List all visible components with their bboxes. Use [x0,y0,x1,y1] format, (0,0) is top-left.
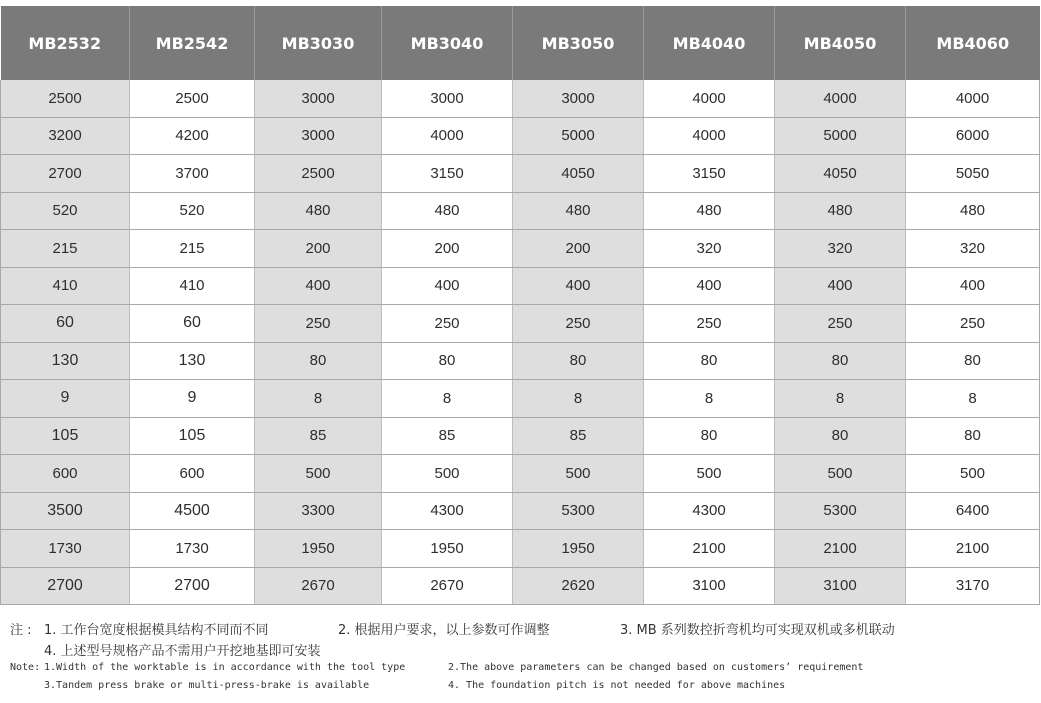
table-cell: 2100 [906,530,1040,568]
table-cell: 2700 [1,155,130,193]
column-header-mb2532: MB2532 [1,6,130,80]
table-cell: 200 [382,230,513,268]
table-cell: 1950 [255,530,382,568]
table-cell: 3000 [255,117,382,155]
table-cell: 400 [644,267,775,305]
table-cell: 400 [906,267,1040,305]
table-cell: 5300 [775,492,906,530]
table-cell: 500 [906,455,1040,493]
table-cell: 80 [513,342,644,380]
table-cell: 4200 [130,117,255,155]
table-cell: 1950 [513,530,644,568]
note-en-prefix: Note: [10,662,41,673]
table-cell: 480 [775,192,906,230]
table-cell: 600 [1,455,130,493]
table-cell: 130 [130,342,255,380]
table-cell: 80 [775,342,906,380]
table-row [1,492,1040,530]
table-cell: 6000 [906,117,1040,155]
table-cell: 250 [513,305,644,343]
table-cell: 3000 [513,80,644,117]
table-cell: 4300 [644,492,775,530]
table-cell: 480 [255,192,382,230]
table-cell: 520 [1,192,130,230]
table-cell: 4000 [382,117,513,155]
table-cell: 2100 [775,530,906,568]
table-body [1,80,1040,605]
table-cell: 3000 [382,80,513,117]
table-cell: 60 [130,305,255,343]
table-cell: 500 [382,455,513,493]
spec-table [0,6,1040,605]
table-cell: 4000 [644,117,775,155]
table-cell: 4050 [513,155,644,193]
table-cell: 2670 [382,567,513,605]
table-cell: 80 [906,342,1040,380]
table-cell: 85 [382,417,513,455]
table-row [1,380,1040,418]
column-header-mb3050: MB3050 [513,6,644,80]
table-cell: 400 [775,267,906,305]
note-en-2: 2.The above parameters can be changed based on customers’ requirement [448,662,864,673]
table-cell: 8 [644,380,775,418]
table-cell: 3150 [382,155,513,193]
table-cell: 2100 [644,530,775,568]
column-header-mb3030: MB3030 [255,6,382,80]
table-row [1,267,1040,305]
table-cell: 500 [644,455,775,493]
table-cell: 2500 [130,80,255,117]
table-cell: 250 [644,305,775,343]
table-cell: 480 [644,192,775,230]
table-row [1,192,1040,230]
table-cell: 4000 [644,80,775,117]
header-row [1,6,1040,80]
table-row [1,342,1040,380]
table-cell: 105 [130,417,255,455]
table-cell: 130 [1,342,130,380]
note-en-4: 4. The foundation pitch is not needed for above machines [448,680,786,691]
table-cell: 8 [906,380,1040,418]
table-cell: 9 [1,380,130,418]
table-cell: 3100 [644,567,775,605]
table-cell: 480 [513,192,644,230]
table-cell: 480 [906,192,1040,230]
table-cell: 3700 [130,155,255,193]
table-cell: 200 [513,230,644,268]
table-cell: 4000 [906,80,1040,117]
column-header-mb4050: MB4050 [775,6,906,80]
table-cell: 250 [906,305,1040,343]
table-cell: 400 [255,267,382,305]
table-cell: 215 [130,230,255,268]
note-en-1: 1.Width of the worktable is in accordance with the tool type [44,662,406,673]
table-cell: 4050 [775,155,906,193]
table-cell: 1730 [1,530,130,568]
table-cell: 105 [1,417,130,455]
table-cell: 2500 [1,80,130,117]
table-cell: 500 [513,455,644,493]
note-zh-2: 2. 根据用户要求，以上参数可作调整 [338,623,550,638]
table-cell: 85 [513,417,644,455]
table-cell: 215 [1,230,130,268]
table-cell: 8 [513,380,644,418]
table-cell: 320 [775,230,906,268]
table-cell: 3000 [255,80,382,117]
table-cell: 4500 [130,492,255,530]
column-header-mb3040: MB3040 [382,6,513,80]
table-cell: 5000 [513,117,644,155]
table-cell: 3200 [1,117,130,155]
table-cell: 400 [382,267,513,305]
table-cell: 200 [255,230,382,268]
note-zh-prefix: 注 : [10,623,32,638]
table-cell: 500 [775,455,906,493]
table-cell: 2620 [513,567,644,605]
table-cell: 80 [644,417,775,455]
table-cell: 480 [382,192,513,230]
table-cell: 3300 [255,492,382,530]
table-cell: 410 [130,267,255,305]
table-cell: 2700 [1,567,130,605]
table-header [1,6,1040,80]
table-cell: 4000 [775,80,906,117]
table-cell: 5000 [775,117,906,155]
table-cell: 85 [255,417,382,455]
table-cell: 80 [906,417,1040,455]
table-cell: 2500 [255,155,382,193]
table-row [1,230,1040,268]
table-cell: 250 [775,305,906,343]
table-cell: 3170 [906,567,1040,605]
table-cell: 410 [1,267,130,305]
note-zh-3: 3. MB 系列数控折弯机均可实现双机或多机联动 [620,623,895,638]
table-cell: 60 [1,305,130,343]
table-cell: 320 [906,230,1040,268]
table-cell: 8 [382,380,513,418]
note-zh-1: 1. 工作台宽度根据模具结构不同而不同 [44,623,269,638]
table-cell: 8 [775,380,906,418]
table-row [1,455,1040,493]
column-header-mb4040: MB4040 [644,6,775,80]
table-row [1,80,1040,117]
table-cell: 80 [382,342,513,380]
table-cell: 250 [255,305,382,343]
table-cell: 320 [644,230,775,268]
table-cell: 520 [130,192,255,230]
table-cell: 4300 [382,492,513,530]
table-cell: 5300 [513,492,644,530]
table-cell: 250 [382,305,513,343]
table-row [1,117,1040,155]
table-cell: 80 [255,342,382,380]
table-cell: 5050 [906,155,1040,193]
table-cell: 400 [513,267,644,305]
table-cell: 8 [255,380,382,418]
table-row [1,417,1040,455]
table-row [1,305,1040,343]
table-cell: 500 [255,455,382,493]
table-cell: 1730 [130,530,255,568]
table-cell: 1950 [382,530,513,568]
table-row [1,155,1040,193]
note-zh-4: 4. 上述型号规格产品不需用户开挖地基即可安装 [44,644,321,659]
column-header-mb4060: MB4060 [906,6,1040,80]
note-en-3: 3.Tandem press brake or multi-press-brake is available [44,680,370,691]
table-cell: 2670 [255,567,382,605]
table-row [1,530,1040,568]
table-cell: 3500 [1,492,130,530]
table-cell: 3100 [775,567,906,605]
table-cell: 3150 [644,155,775,193]
table-cell: 80 [775,417,906,455]
table-cell: 80 [644,342,775,380]
table-cell: 6400 [906,492,1040,530]
table-cell: 600 [130,455,255,493]
table-cell: 9 [130,380,255,418]
column-header-mb2542: MB2542 [130,6,255,80]
table-row [1,567,1040,605]
table-cell: 2700 [130,567,255,605]
